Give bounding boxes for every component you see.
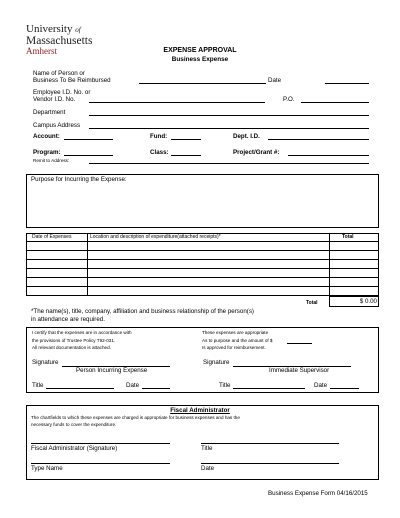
footnote-line-1: *The name(s), title, company, affiliation and business relationship of the person(s)	[31, 308, 254, 315]
remit-field[interactable]	[89, 163, 369, 164]
column-header-total: Total	[342, 234, 354, 240]
program-label: Program:	[33, 149, 61, 156]
table-row-divider	[26, 250, 379, 251]
fiscal-title-field[interactable]	[201, 443, 339, 444]
fiscal-title-label: Title	[201, 445, 213, 452]
fiscal-text-1: The chartfields to which these expenses are charged is appropriate for business expenses and has the	[31, 415, 240, 420]
supervisor-title-field[interactable]	[233, 388, 305, 389]
approval-text-3: Is approved for reimbursement.	[202, 345, 266, 350]
person-date-label: Date	[126, 382, 140, 389]
approval-text-2: As to purpose and the amount of $	[202, 338, 273, 343]
person-incurring-label: Person Incurring Expense	[76, 367, 148, 374]
form-version: Business Expense Form 04/16/2015	[268, 490, 368, 497]
date-field[interactable]	[325, 83, 369, 84]
approval-amount-field[interactable]	[287, 343, 312, 344]
fiscal-text-2: necessary funds to cover the expenditure.	[31, 422, 117, 427]
po-label: P.O.	[283, 96, 295, 103]
fiscal-type-name-field[interactable]	[31, 463, 170, 464]
table-row-divider	[26, 286, 379, 287]
supervisor-date-field[interactable]	[330, 388, 359, 389]
employee-id-field[interactable]	[89, 102, 265, 103]
approval-text-1: These expenses are appropriate	[202, 330, 269, 335]
employee-label-2: Vendor I.D. No.	[33, 96, 76, 103]
class-label: Class:	[150, 149, 169, 156]
certify-text-2: the provisions of Trustee Policy T92-031.	[32, 338, 116, 343]
department-field[interactable]	[89, 115, 369, 116]
account-field[interactable]	[64, 139, 113, 140]
department-label: Department	[33, 109, 66, 116]
person-title-label: Title	[32, 382, 44, 389]
certify-text-1: I certify that the expenses are in accordance with	[32, 330, 132, 335]
fund-label: Fund:	[150, 133, 168, 140]
project-label: Project/Grant #:	[233, 149, 280, 156]
table-row-divider	[26, 277, 379, 278]
fiscal-admin-signature-field[interactable]	[31, 443, 170, 444]
supervisor-signature-label: Signature	[203, 359, 230, 366]
account-label: Account:	[33, 133, 60, 140]
class-field[interactable]	[171, 155, 201, 156]
form-subtitle: Business Expense	[171, 56, 229, 63]
employee-label-1: Employee I.D. No. or	[33, 89, 91, 96]
fiscal-admin-signature-label: Fiscal Administrator (Signature)	[31, 445, 118, 452]
project-field[interactable]	[288, 155, 369, 156]
logo-of: of	[75, 26, 81, 34]
table-row-divider	[26, 268, 379, 269]
dept-id-field[interactable]	[268, 139, 369, 140]
total-value: $ 0.00	[359, 298, 377, 305]
dept-id-label: Dept. I.D.	[233, 133, 260, 140]
total-label: Total	[306, 300, 318, 306]
fiscal-date-field[interactable]	[201, 463, 339, 464]
program-field[interactable]	[64, 155, 113, 156]
person-signature-label: Signature	[32, 359, 59, 366]
person-title-field[interactable]	[46, 388, 114, 389]
logo-line-2: Massachusetts	[26, 35, 93, 47]
fiscal-type-name-label: Type Name	[31, 465, 63, 472]
fiscal-date-label: Date	[201, 465, 215, 472]
footnote-line-2: in attendance are required.	[31, 316, 105, 323]
fund-field[interactable]	[171, 139, 201, 140]
logo-line-3: Amherst	[26, 46, 57, 56]
name-label-2: Business To Be Reimbursed	[33, 77, 111, 84]
supervisor-date-label: Date	[314, 382, 328, 389]
column-header-date: Date of Expenses	[32, 234, 72, 240]
fiscal-heading: Fiscal Administrator	[170, 407, 230, 414]
remit-label: Remit to Address:	[33, 158, 70, 163]
column-header-description: Location and description of expenditure(attached receipts)*	[90, 234, 221, 240]
campus-address-field[interactable]	[89, 128, 369, 129]
name-label-1: Name of Person or	[33, 70, 85, 77]
person-date-field[interactable]	[142, 388, 170, 389]
purpose-label: Purpose for Incurring the Expense:	[31, 176, 127, 183]
po-field[interactable]	[301, 102, 369, 103]
campus-address-label: Campus Address	[33, 122, 81, 129]
table-row-divider	[26, 259, 379, 260]
logo-line-1: University	[26, 23, 73, 35]
supervisor-title-label: Title	[219, 382, 231, 389]
certify-text-3: All relevant documentation is attached.	[32, 345, 111, 350]
name-field[interactable]	[139, 83, 266, 84]
immediate-supervisor-label: Immediate Supervisor	[269, 367, 330, 374]
date-label: Date	[268, 77, 282, 84]
table-header-divider	[26, 241, 379, 242]
form-title: EXPENSE APPROVAL	[163, 47, 237, 54]
